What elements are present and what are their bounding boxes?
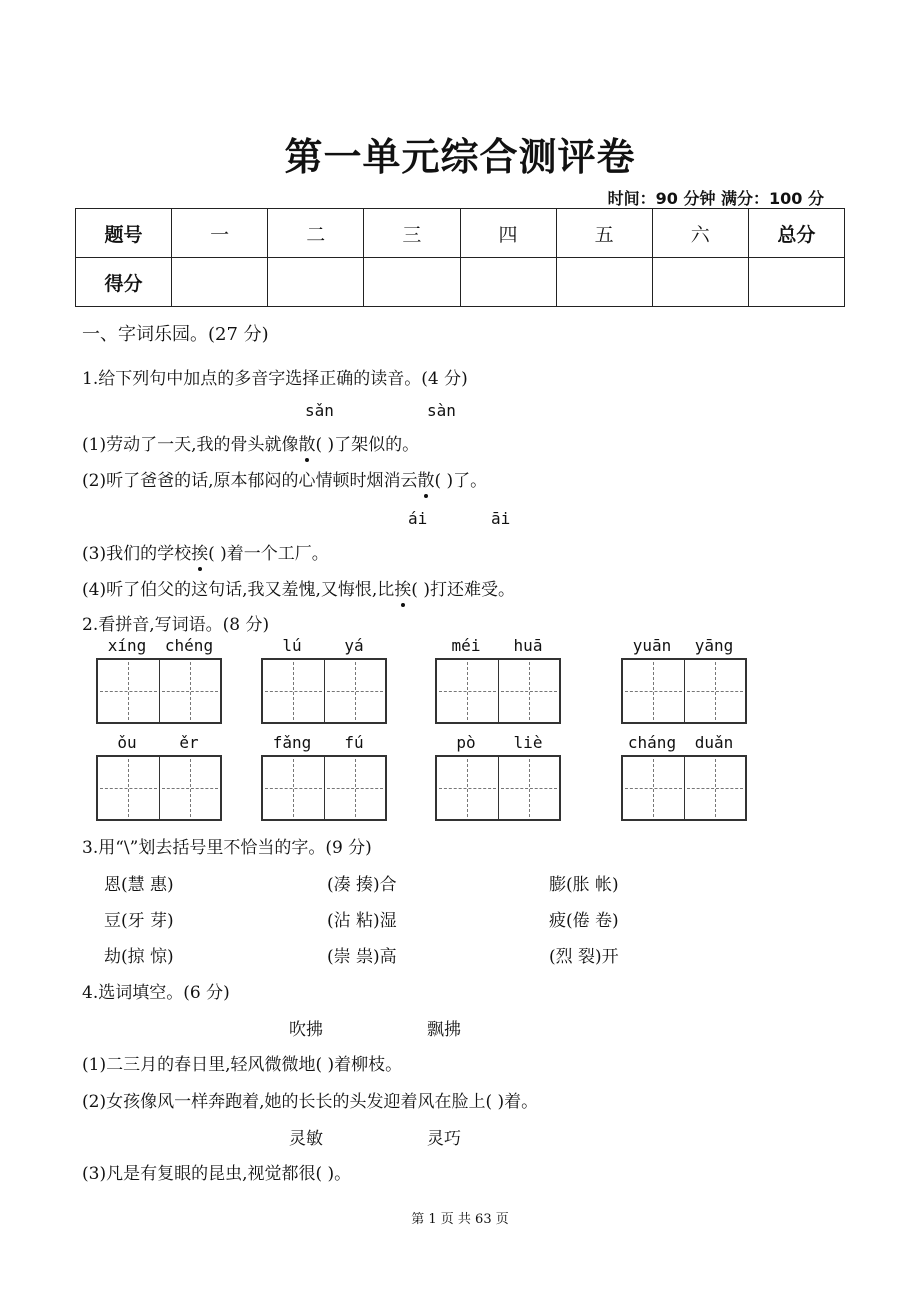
score-header-cell: 一	[172, 209, 268, 258]
question-4-line-1[interactable]: (1)二三月的春日里,轻风微微地( )着柳枝。	[82, 1055, 403, 1075]
pinyin-option: ái	[408, 509, 428, 528]
pinyin-syllable: yá	[344, 636, 364, 655]
dotted-character: 散	[417, 466, 434, 491]
pinyin-syllable: cháng	[627, 733, 677, 752]
score-cell[interactable]	[460, 258, 556, 307]
question-4-line-2[interactable]: (2)女孩像风一样奔跑着,她的长长的头发迎着风在脸上( )着。	[82, 1092, 539, 1112]
question-1-line-2	[82, 466, 487, 491]
exam-meta: 时间：90 分钟 满分：100 分	[607, 189, 824, 208]
writing-grid[interactable]	[435, 658, 561, 724]
writing-grid[interactable]	[621, 658, 747, 724]
sentence-text: (1)劳动了一天,我的骨头就像	[82, 435, 299, 455]
writing-grid[interactable]	[96, 658, 222, 724]
score-table-header-row	[76, 209, 845, 258]
score-header-cell: 二	[268, 209, 364, 258]
score-cell[interactable]	[364, 258, 460, 307]
score-header-cell: 六	[652, 209, 748, 258]
question-1-line-3	[82, 539, 329, 564]
question-1-line-1	[82, 430, 419, 455]
score-table	[75, 208, 845, 307]
pinyin-syllable: fǎng	[272, 733, 312, 752]
pinyin-syllable: duǎn	[694, 733, 734, 752]
score-cell[interactable]	[748, 258, 844, 307]
choice-item[interactable]: 疲(倦 卷)	[549, 911, 619, 931]
question-4-line-3[interactable]: (3)凡是有复眼的昆虫,视觉都很( )。	[82, 1164, 352, 1184]
choice-item[interactable]: (凑 揍)合	[327, 875, 397, 895]
pinyin-syllable: yuān	[632, 636, 672, 655]
pinyin-syllable: lú	[282, 636, 302, 655]
pinyin-syllable: liè	[513, 733, 543, 752]
choice-item[interactable]: (崇 祟)高	[327, 947, 397, 967]
score-header-cell: 三	[364, 209, 460, 258]
writing-grid[interactable]	[261, 755, 387, 821]
section-heading: 一、字词乐园。(27 分)	[82, 324, 269, 345]
question-3-prompt: 3.用“\”划去括号里不恰当的字。(9 分)	[82, 838, 372, 858]
choice-item[interactable]: 恩(慧 惠)	[104, 875, 174, 895]
answer-blank[interactable]: ( )了架似的。	[315, 435, 420, 455]
word-choice: 灵敏	[289, 1129, 323, 1149]
dotted-character: 散	[298, 430, 315, 455]
question-1-prompt: 1.给下列句中加点的多音字选择正确的读音。(4 分)	[82, 369, 468, 389]
question-2-prompt: 2.看拼音,写词语。(8 分)	[82, 615, 270, 635]
question-1-line-4	[82, 575, 515, 600]
word-choice: 飘拂	[427, 1020, 461, 1040]
choice-item[interactable]: (沾 粘)湿	[327, 911, 397, 931]
pinyin-syllable: yāng	[694, 636, 734, 655]
answer-blank[interactable]: ( )着一个工厂。	[208, 544, 329, 564]
pinyin-syllable: chéng	[164, 636, 214, 655]
writing-grid[interactable]	[261, 658, 387, 724]
answer-blank[interactable]: ( )了。	[434, 471, 488, 491]
pinyin-option: sǎn	[305, 401, 334, 420]
word-choice: 灵巧	[427, 1129, 461, 1149]
question-4-prompt: 4.选词填空。(6 分)	[82, 983, 230, 1003]
score-header-cell: 总分	[748, 209, 844, 258]
score-table-score-row	[76, 258, 845, 307]
page-footer: 第 1 页 共 63 页	[411, 1212, 509, 1227]
writing-grid[interactable]	[435, 755, 561, 821]
score-header-cell: 五	[556, 209, 652, 258]
pinyin-syllable: fú	[344, 733, 364, 752]
score-row-label: 得分	[76, 258, 172, 307]
score-header-cell: 四	[460, 209, 556, 258]
writing-grid[interactable]	[621, 755, 747, 821]
pinyin-option: sàn	[427, 401, 456, 420]
word-choice: 吹拂	[289, 1020, 323, 1040]
page-title: 第一单元综合测评卷	[284, 135, 636, 179]
pinyin-syllable: pò	[456, 733, 476, 752]
choice-item[interactable]: 膨(胀 帐)	[549, 875, 619, 895]
score-header-cell: 题号	[76, 209, 172, 258]
choice-item[interactable]: 劫(掠 惊)	[104, 947, 174, 967]
dotted-character: 挨	[191, 539, 208, 564]
sentence-text: (2)听了爸爸的话,原本郁闷的心情顿时烟消云	[82, 471, 418, 491]
pinyin-option: āi	[491, 509, 511, 528]
choice-item[interactable]: (烈 裂)开	[549, 947, 619, 967]
pinyin-syllable: xíng	[107, 636, 147, 655]
dotted-character: 挨	[394, 575, 411, 600]
pinyin-syllable: ǒu	[117, 733, 137, 752]
score-cell[interactable]	[172, 258, 268, 307]
sentence-text: (4)听了伯父的这句话,我又羞愧,又悔恨,比	[82, 580, 395, 600]
answer-blank[interactable]: ( )打还难受。	[411, 580, 515, 600]
writing-grid[interactable]	[96, 755, 222, 821]
score-cell[interactable]	[268, 258, 364, 307]
pinyin-syllable: huā	[513, 636, 543, 655]
pinyin-syllable: ěr	[179, 733, 199, 752]
score-cell[interactable]	[556, 258, 652, 307]
score-cell[interactable]	[652, 258, 748, 307]
pinyin-syllable: méi	[451, 636, 481, 655]
sentence-text: (3)我们的学校	[82, 544, 192, 564]
choice-item[interactable]: 豆(牙 芽)	[104, 911, 174, 931]
